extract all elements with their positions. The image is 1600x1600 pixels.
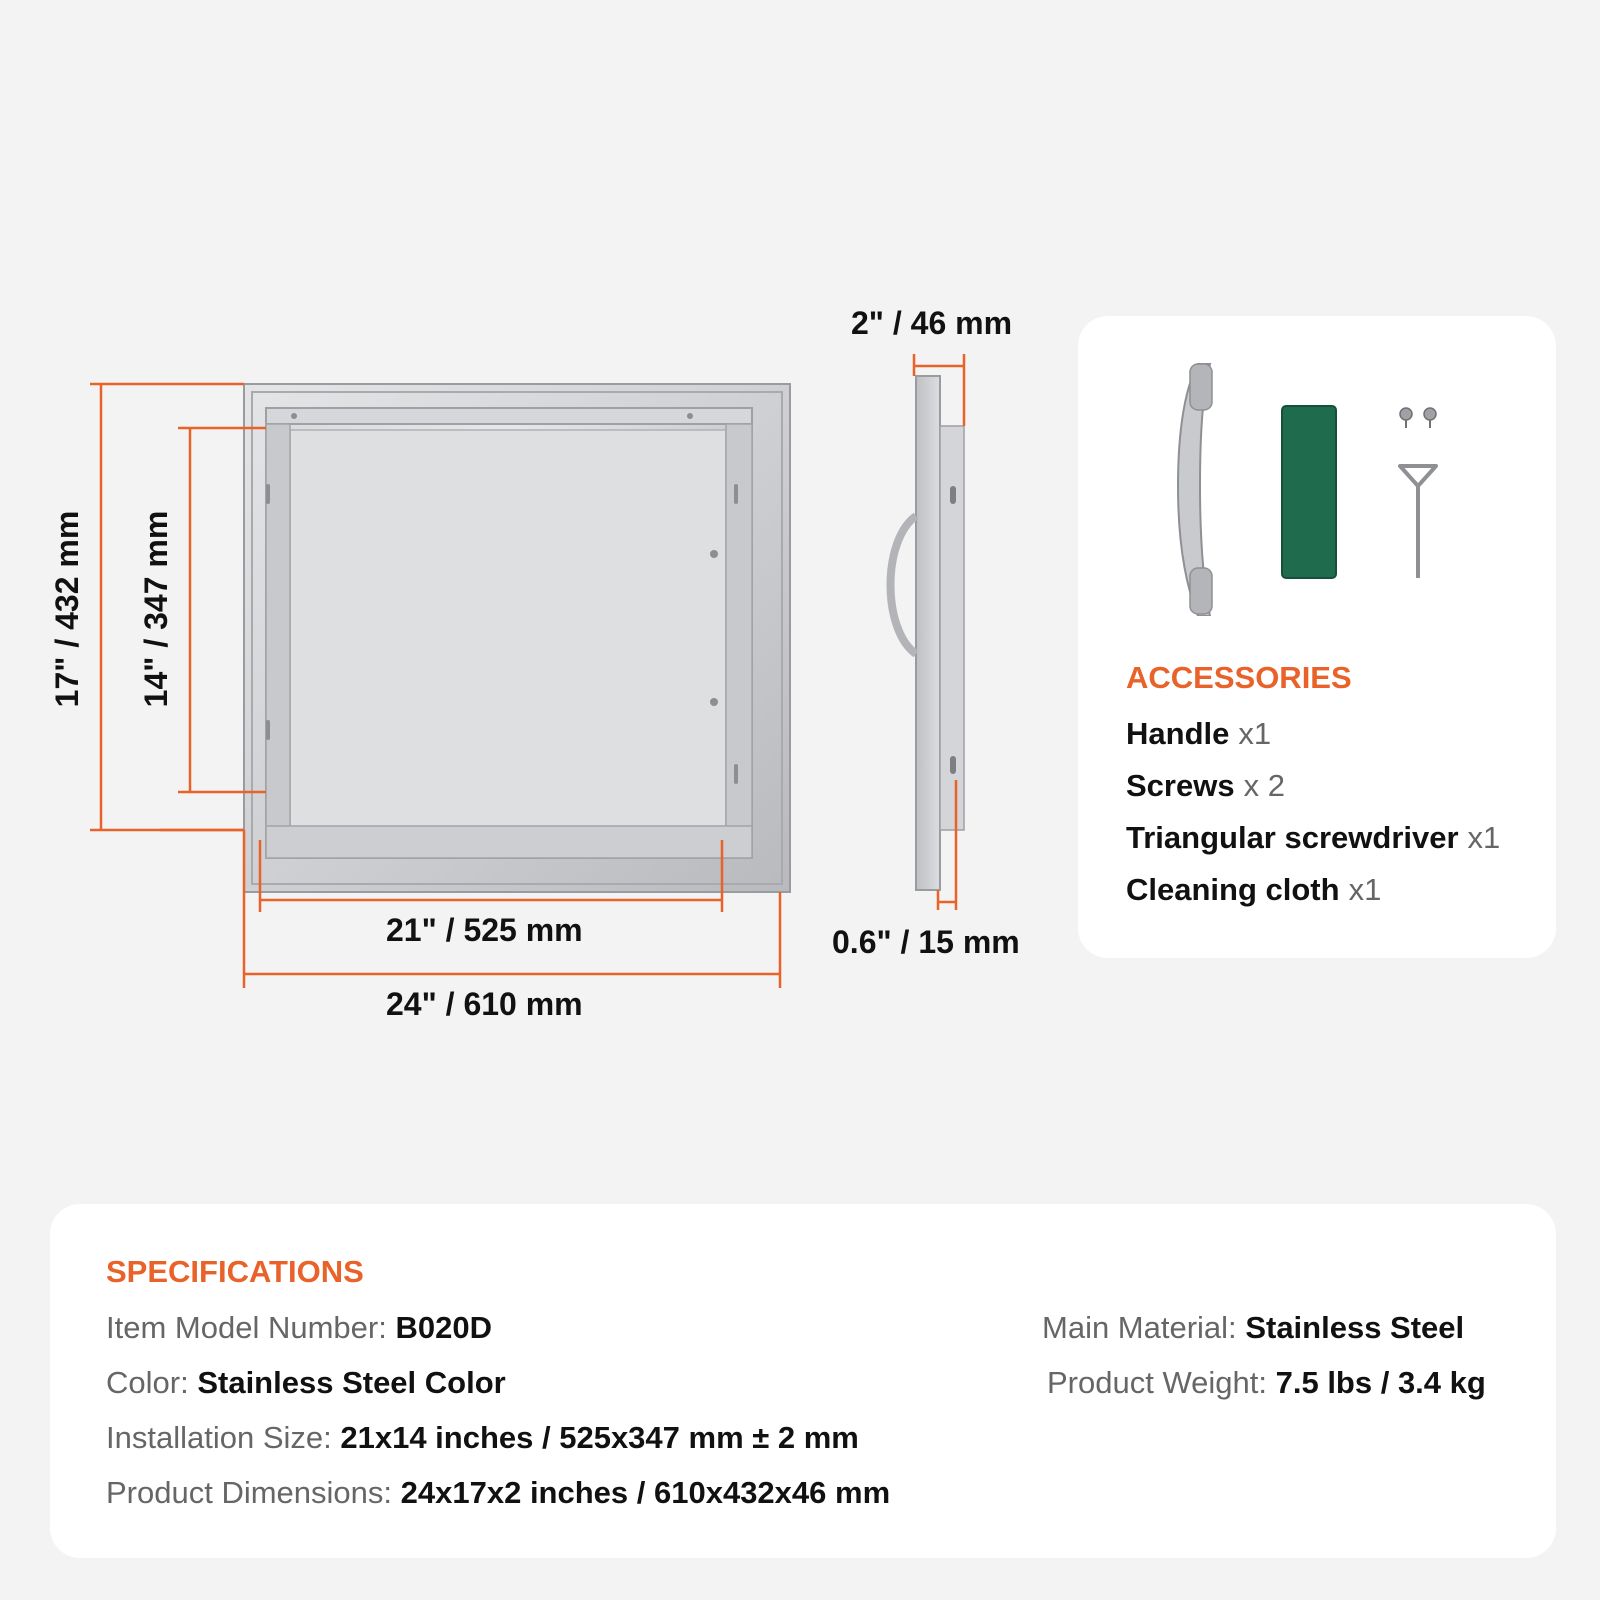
handle-icon bbox=[1178, 364, 1212, 616]
spec-label: Product Weight: bbox=[1047, 1365, 1267, 1400]
accessory-item-cloth bbox=[1126, 874, 1500, 926]
spec-product-dimensions bbox=[106, 1477, 890, 1508]
accessories-images bbox=[1078, 316, 1556, 616]
inner-width-label: 21" / 525 mm bbox=[386, 912, 583, 948]
spec-installation-size bbox=[106, 1422, 859, 1453]
accessory-name: Handle bbox=[1126, 716, 1230, 751]
depth-label: 2" / 46 mm bbox=[851, 305, 1013, 341]
accessory-item-screws bbox=[1126, 770, 1500, 822]
spec-label: Item Model Number: bbox=[106, 1310, 387, 1345]
door-front-view bbox=[244, 384, 790, 892]
accessory-name: Screws bbox=[1126, 768, 1235, 803]
spec-label: Product Dimensions: bbox=[106, 1475, 393, 1510]
accessory-item-handle bbox=[1126, 718, 1500, 770]
specifications-card bbox=[50, 1204, 1556, 1558]
accessory-name: Triangular screwdriver bbox=[1126, 820, 1459, 855]
accessory-item-screwdriver bbox=[1126, 822, 1500, 874]
outer-height-label: 17" / 432 mm bbox=[49, 510, 85, 708]
door-side-view bbox=[891, 376, 965, 890]
accessory-qty: x1 bbox=[1348, 872, 1382, 907]
spec-value: 21x14 inches / 525x347 mm ± 2 mm bbox=[340, 1420, 859, 1455]
spec-value: 7.5 lbs / 3.4 kg bbox=[1275, 1365, 1486, 1400]
spec-value: Stainless Steel Color bbox=[197, 1365, 506, 1400]
accessory-name: Cleaning cloth bbox=[1126, 872, 1340, 907]
accessories-card bbox=[1078, 316, 1556, 958]
spec-label: Main Material: bbox=[1042, 1310, 1237, 1345]
spec-value: 24x17x2 inches / 610x432x46 mm bbox=[400, 1475, 891, 1510]
spec-color bbox=[106, 1367, 506, 1398]
accessory-qty: x 2 bbox=[1243, 768, 1285, 803]
cleaning-cloth-icon bbox=[1282, 406, 1336, 578]
spec-value: Stainless Steel bbox=[1245, 1310, 1465, 1345]
spec-label: Color: bbox=[106, 1365, 189, 1400]
inner-height-label: 14" / 347 mm bbox=[138, 510, 174, 708]
accessories-list bbox=[1126, 718, 1500, 926]
spec-model-number bbox=[106, 1312, 492, 1343]
spec-value: B020D bbox=[395, 1310, 492, 1345]
outer-width-label: 24" / 610 mm bbox=[386, 986, 583, 1022]
screws-icon bbox=[1400, 408, 1436, 428]
triangular-screwdriver-icon bbox=[1400, 466, 1436, 578]
accessory-qty: x1 bbox=[1238, 716, 1272, 751]
spec-label: Installation Size: bbox=[106, 1420, 332, 1455]
spec-main-material bbox=[1042, 1312, 1464, 1343]
flange-label: 0.6" / 15 mm bbox=[832, 924, 1020, 960]
accessory-qty: x1 bbox=[1467, 820, 1501, 855]
spec-product-weight bbox=[1047, 1367, 1486, 1398]
accessories-title: ACCESSORIES bbox=[1126, 660, 1352, 695]
specifications-title: SPECIFICATIONS bbox=[106, 1254, 364, 1289]
